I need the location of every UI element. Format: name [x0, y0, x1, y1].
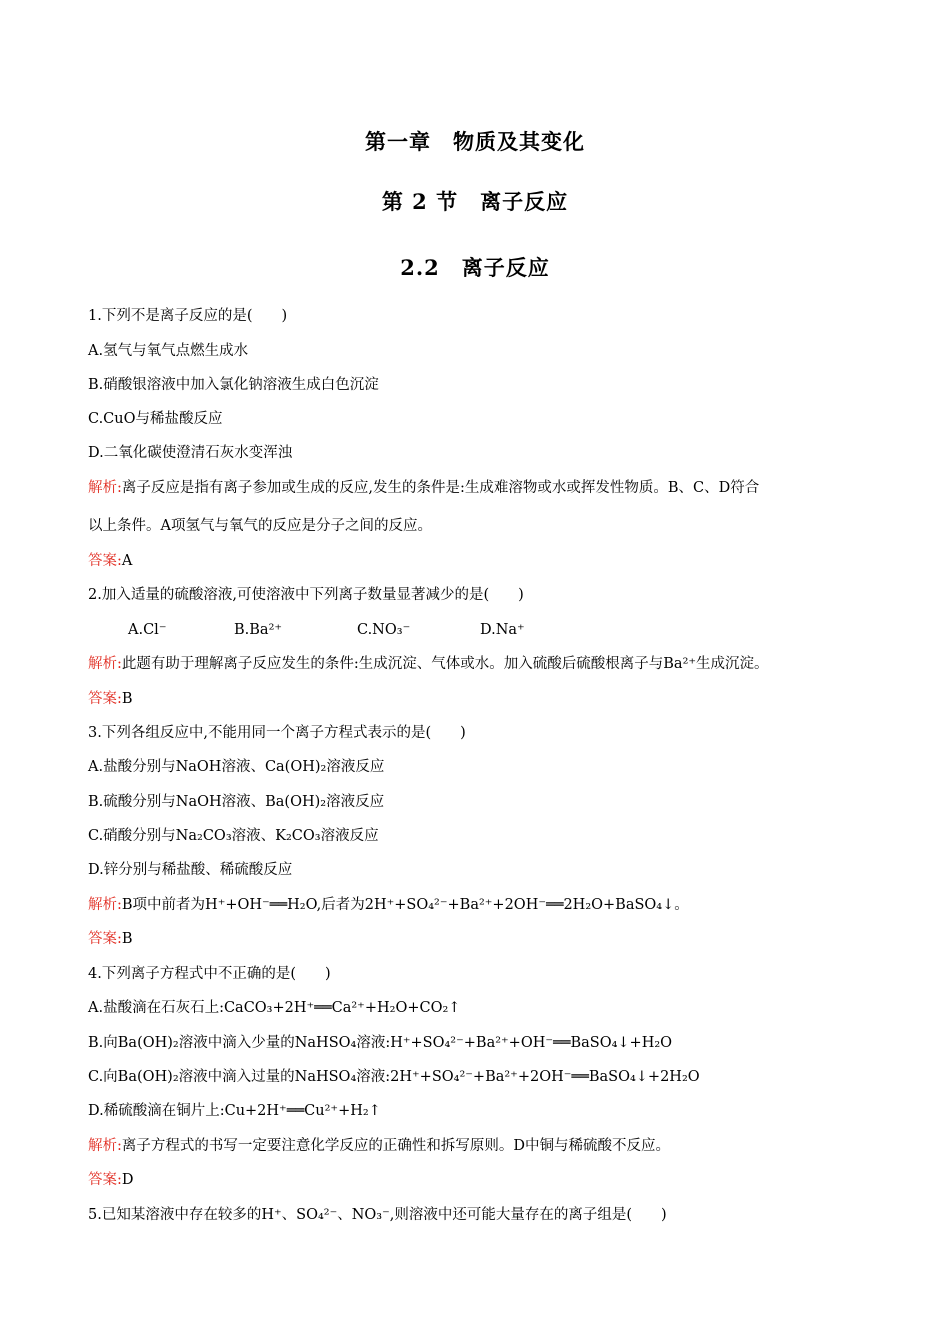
q3-option-b: B.硫酸分别与NaOH溶液、Ba(OH)₂溶液反应 — [88, 794, 385, 810]
q1-stem: 1.下列不是离子反应的是( ) — [88, 308, 288, 324]
q1-option-b: B.硝酸银溶液中加入氯化钠溶液生成白色沉淀 — [88, 377, 379, 393]
q4-analysis-text: 离子方程式的书写一定要注意化学反应的正确性和拆写原则。D中铜与稀硫酸不反应。 — [121, 1138, 671, 1154]
q3-option-a: A.盐酸分别与NaOH溶液、Ca(OH)₂溶液反应 — [88, 759, 385, 775]
q4-stem: 4.下列离子方程式中不正确的是( ) — [88, 966, 331, 982]
q4-option-d: D.稀硫酸滴在铜片上:Cu+2H⁺══Cu²⁺+H₂↑ — [88, 1103, 381, 1119]
answer-label: 答案: — [88, 1172, 122, 1188]
q1-option-a: A.氢气与氧气点燃生成水 — [88, 343, 249, 359]
analysis-label: 解析: — [88, 656, 122, 672]
q4-option-a: A.盐酸滴在石灰石上:CaCO₃+2H⁺══Ca²⁺+H₂O+CO₂↑ — [88, 1000, 461, 1016]
q2-stem: 2.加入适量的硫酸溶液,可使溶液中下列离子数量显著减少的是( ) — [88, 587, 524, 603]
q4-option-b: B.向Ba(OH)₂溶液中滴入少量的NaHSO₄溶液:H⁺+SO₄²⁻+Ba²⁺+OH⁻══BaSO₄↓+H₂O — [88, 1035, 673, 1051]
q2-option-d: D.Na⁺ — [480, 622, 525, 638]
q4-answer-value: D — [121, 1172, 134, 1188]
analysis-label: 解析: — [88, 480, 122, 496]
q2-option-a: A.Cl⁻ — [128, 622, 167, 638]
chapter-title: 第一章 物质及其变化 — [365, 129, 585, 154]
q5-stem: 5.已知某溶液中存在较多的H⁺、SO₄²⁻、NO₃⁻,则溶液中还可能大量存在的离子组是( ) — [88, 1207, 667, 1223]
analysis-label: 解析: — [88, 1138, 122, 1154]
q2-analysis-text: 此题有助于理解离子反应发生的条件:生成沉淀、气体或水。加入硫酸后硫酸根离子与Ba²⁺生成沉淀。 — [121, 656, 769, 672]
q3-analysis-text: B项中前者为H⁺+OH⁻══H₂O,后者为2H⁺+SO₄²⁻+Ba²⁺+2OH⁻══2H₂O+BaSO₄↓。 — [121, 897, 689, 913]
q1-option-d: D.二氧化碳使澄清石灰水变浑浊 — [88, 445, 293, 461]
section-title: 第 2 节 离子反应 — [381, 189, 569, 214]
q1-answer — [88, 551, 132, 571]
q1-option-c: C.CuO与稀盐酸反应 — [88, 411, 223, 427]
analysis-label: 解析: — [88, 897, 122, 913]
q3-option-c: C.硝酸分别与Na₂CO₃溶液、K₂CO₃溶液反应 — [88, 828, 379, 844]
q4-option-c: C.向Ba(OH)₂溶液中滴入过量的NaHSO₄溶液:2H⁺+SO₄²⁻+Ba²⁺+2OH⁻══BaSO₄↓+2H₂O — [88, 1069, 700, 1085]
q3-answer — [88, 929, 133, 949]
q1-analysis-line1 — [88, 478, 759, 498]
q1-analysis-text: 离子反应是指有离子参加或生成的反应,发生的条件是:生成难溶物或水或挥发性物质。B、C、D符合 — [121, 480, 760, 496]
q2-option-c: C.NO₃⁻ — [357, 622, 411, 638]
q1-answer-value: A — [121, 553, 133, 569]
subsection-title: 2.2 离子反应 — [400, 255, 550, 280]
q3-analysis — [88, 895, 689, 915]
q2-option-b: B.Ba²⁺ — [234, 622, 283, 638]
q2-analysis — [88, 654, 769, 674]
q4-analysis — [88, 1136, 670, 1156]
q3-option-d: D.锌分别与稀盐酸、稀硫酸反应 — [88, 862, 293, 878]
q3-answer-value: B — [121, 931, 133, 947]
answer-label: 答案: — [88, 691, 122, 707]
q2-answer — [88, 689, 133, 709]
q4-answer — [88, 1170, 134, 1190]
answer-label: 答案: — [88, 553, 122, 569]
q2-answer-value: B — [121, 691, 133, 707]
q3-stem: 3.下列各组反应中,不能用同一个离子方程式表示的是( ) — [88, 725, 466, 741]
q1-analysis-line2: 以上条件。A项氢气与氧气的反应是分子之间的反应。 — [88, 518, 432, 534]
answer-label: 答案: — [88, 931, 122, 947]
